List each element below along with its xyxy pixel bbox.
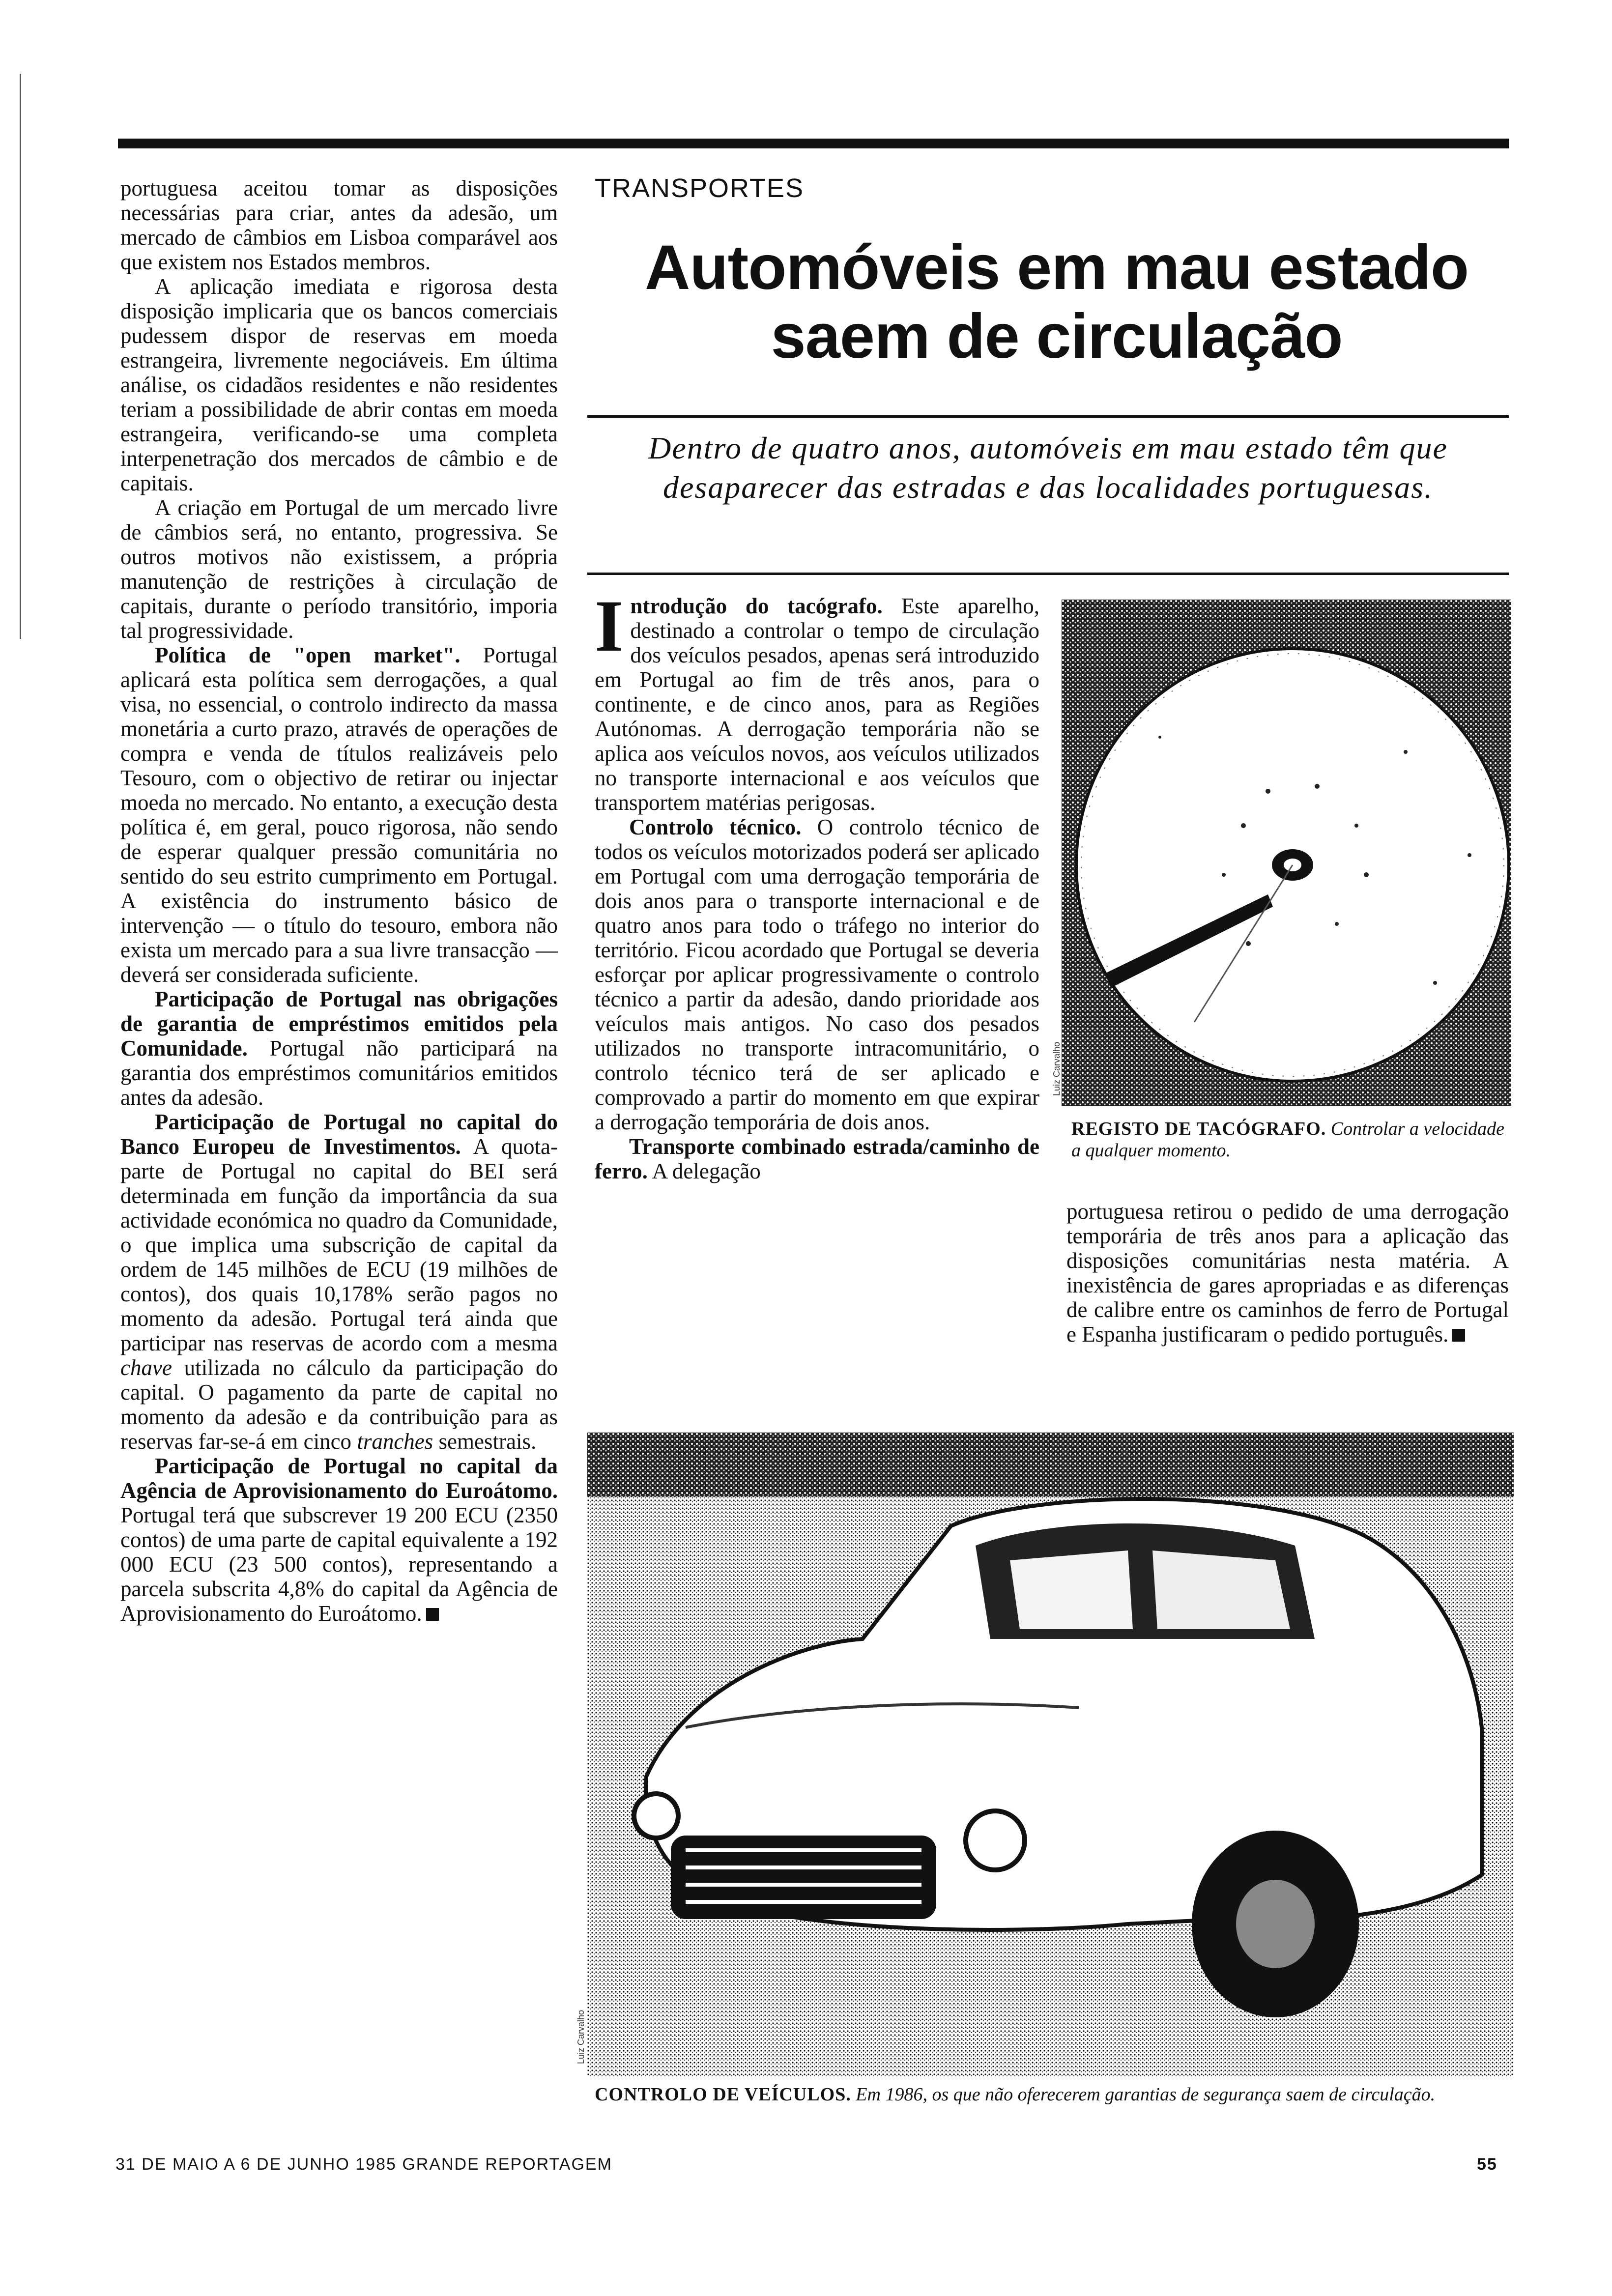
left-para-6-text-b: utilizada no cálculo da participação do capital. O pagamento da parte de capital no momento da adesão e da contribuição para as reservas far-se-á em cinco — [120, 1355, 558, 1454]
left-column — [120, 176, 558, 1626]
left-para-3: A criação em Portugal de um mercado livre de câmbios será, no entanto, progressiva. Se outros motivos não existissem, a própria manutenção de restrições à circulação de capitais, durante o período transitório, imporia tal progressividade. — [120, 495, 558, 643]
middle-para-2 — [595, 815, 1039, 1134]
left-margin-line — [20, 74, 21, 639]
term-chave: chave — [120, 1355, 172, 1380]
tachograph-caption — [1071, 1118, 1514, 1161]
left-para-6-text-a: A quota-parte de Portugal no capital do BEI será determinada em função da importância da sua actividade económica no quadro da Comunidade, o que implica uma subscrição de capital da ordem de 145 milhões de ECU (19 milhões de contos), dos quais 10,178% serão pagos no momento da adesão. Portugal terá ainda que participar nas reservas de acordo com a mesma — [120, 1134, 558, 1355]
left-para-5-text: Portugal não participará na garantia dos empréstimos comunitários emitidos antes da adesão. — [120, 1036, 558, 1110]
middle-para-3-text: A delegação — [647, 1159, 761, 1183]
car-caption — [595, 2084, 1514, 2105]
left-para-7-text: Portugal terá que subscrever 19 200 ECU (2350 contos) de uma parte de capital equivalente a 192 000 ECU (23 500 contos), representando a parcela subscrita 4,8% do capital da Agência de Aprovisionamento do Euroátomo. — [120, 1503, 558, 1626]
subhead-controlo-tecnico: Controlo técnico. — [629, 815, 802, 839]
subhead-tacografo: ntrodução do tacógrafo. — [630, 594, 883, 618]
end-of-article-mark — [426, 1608, 439, 1621]
left-para-6 — [120, 1110, 558, 1454]
old-car-icon — [587, 1433, 1514, 2076]
left-para-7 — [120, 1454, 558, 1626]
tachograph-photo-credit: Luiz Carvalho — [1052, 1041, 1062, 1096]
middle-para-1-text: Este aparelho, destinado a controlar o tempo de circulação dos veículos pesados, apenas será introduzido em Portugal ao fim de três anos, para o continente, e de cinco anos, para as Regiões Autónomas. A derrogação temporária não se aplica aos veículos novos, aos veículos utilizados no transporte internacional e aos veículos que transportem matérias perigosas. — [595, 594, 1039, 815]
left-para-4 — [120, 643, 558, 987]
car-caption-head: CONTROLO DE VEÍCULOS. — [595, 2084, 851, 2105]
subhead-transporte-combinado: Transporte combinado estrada/caminho de ferro. — [595, 1134, 1039, 1183]
subhead-bei: Participação de Portugal no capital do Banco Europeu de Investimentos. — [120, 1110, 558, 1159]
car-photo-credit: Luiz Carvalho — [576, 2009, 586, 2064]
end-mark-right — [1452, 1329, 1465, 1342]
drop-cap: I — [595, 585, 624, 667]
term-tranches: tranches — [357, 1429, 433, 1454]
middle-para-1 — [595, 585, 1039, 815]
tachograph-caption-head: REGISTO DE TACÓGRAFO. — [1071, 1119, 1326, 1139]
left-para-2: A aplicação imediata e rigorosa desta disposição implicaria que os bancos comerciais pudessem dispor de reservas em moeda estrangeira, livremente negociáveis. Em última análise, os cidadãos residentes e não residentes teriam a possibilidade de abrir contas em moeda estrangeira, verificando-se uma completa interpenetração dos mercados de câmbio e de capitais. — [120, 274, 558, 495]
headline-rule — [587, 415, 1509, 418]
section-label: TRANSPORTES — [595, 173, 805, 203]
middle-column — [595, 585, 1040, 1183]
left-para-6-text-c: semestrais. — [433, 1429, 537, 1454]
subhead-garantia: Participação de Portugal nas obrigações de garantia de empréstimos emitidos pela Comunidade. — [120, 987, 558, 1061]
right-para-1-text: portuguesa retirou o pedido de uma derrogação temporária de três anos para a aplicação das disposições comunitárias nesta matéria. A inexistência de gares apropriadas e as diferenças de calibre entre os caminhos de ferro de Portugal e Espanha justificaram o pedido português. — [1066, 1199, 1509, 1347]
car-photo — [587, 1433, 1514, 2076]
headline: Automóveis em mau estado saem de circulação — [645, 232, 1468, 372]
top-rule — [118, 139, 1509, 148]
page-number: 55 — [1477, 2155, 1497, 2174]
tachograph-caption-text: Controlar a velocidade a qualquer momento. — [1071, 1119, 1504, 1161]
deck: Dentro de quatro anos, automóveis em mau estado têm que desaparecer das estradas e das localidades portuguesas. — [648, 430, 1448, 505]
left-para-4-text: Portugal aplicará esta política sem derrogações, a qual visa, no essencial, o controlo indirecto da massa monetária a curto prazo, através de operações de compra e venda de títulos realizáveis pelo Tesouro, com o objectivo de retirar ou injectar moeda no mercado. No entanto, a execução desta política é, em geral, pouco rigorosa, não sendo de esperar qualquer pressão comunitária no sentido do seu estrito cumprimento em Portugal. A existência do instrumento básico de intervenção — o título do tesouro, embora não exista um mercado para a sua livre transacção — deverá ser considerada suficiente. — [120, 643, 558, 987]
subhead-euroatomo: Participação de Portugal no capital da Agência de Aprovisionamento do Euroátomo. — [120, 1454, 558, 1503]
middle-para-3 — [595, 1134, 1039, 1183]
tachograph-disc-icon — [1062, 600, 1511, 1106]
car-caption-text: Em 1986, os que não oferecerem garantias de segurança saem de circulação. — [856, 2084, 1436, 2105]
left-para-5 — [120, 987, 558, 1110]
subhead-open-market: Política de "open market". — [155, 643, 461, 667]
tachograph-photo — [1062, 600, 1511, 1106]
footer-left: 31 DE MAIO A 6 DE JUNHO 1985 GRANDE REPORTAGEM — [115, 2155, 612, 2174]
deck-rule — [587, 573, 1509, 575]
right-para-1 — [1066, 1199, 1509, 1347]
right-column — [1066, 1199, 1509, 1347]
middle-para-2-text: O controlo técnico de todos os veículos motorizados poderá ser aplicado em Portugal com uma derrogação temporária de dois anos para o transporte internacional e de quatro anos para todo o tráfego no interior do território. Ficou acordado que Portugal se deveria esforçar por aplicar progressivamente o controlo técnico a partir da adesão, dando prioridade aos veículos mais antigos. No caso dos pesados utilizados no transporte intracomunitário, o controlo técnico terá de ser aplicado e comprovado a partir do momento em que expirar a derrogação temporária de dois anos. — [595, 815, 1040, 1134]
left-para-1: portuguesa aceitou tomar as disposições necessárias para criar, antes da adesão, um mercado de câmbios em Lisboa comparável aos que existem nos Estados membros. — [120, 176, 558, 274]
